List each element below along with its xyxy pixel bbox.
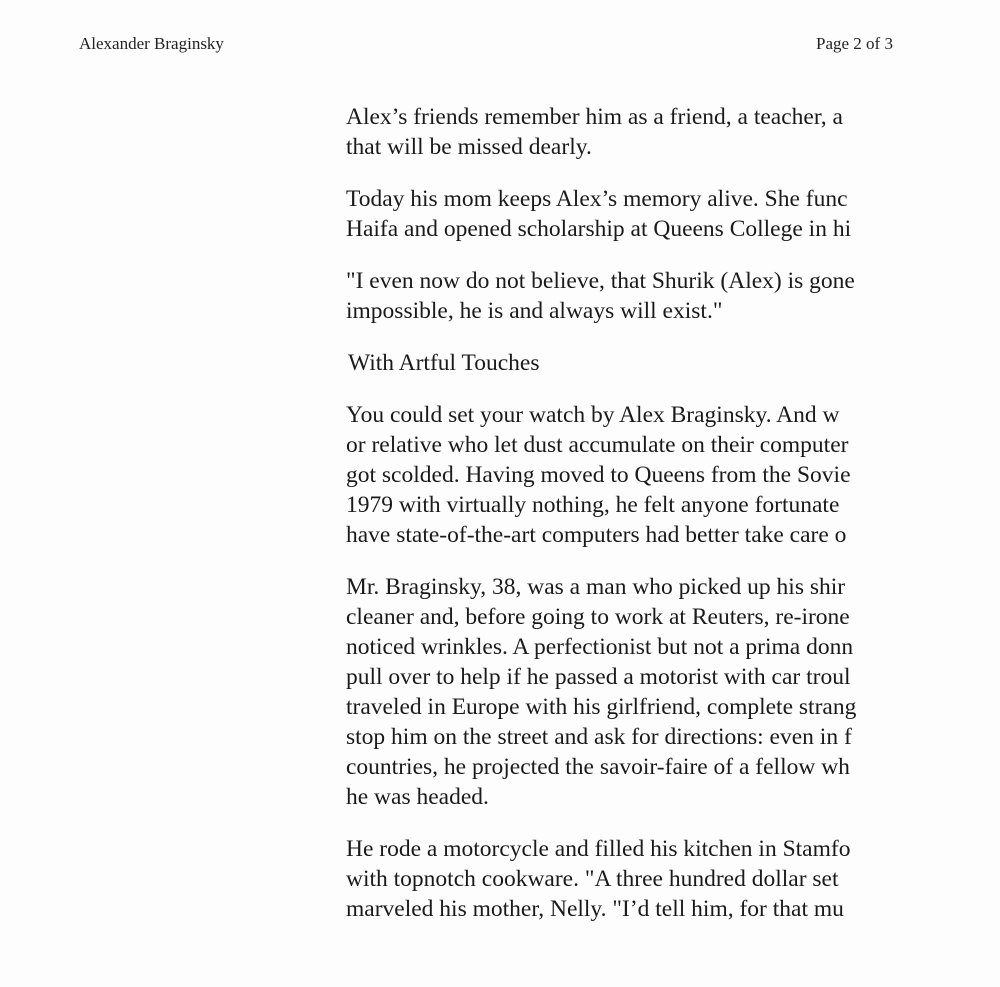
paragraph — [346, 400, 910, 550]
text-line: with topnotch cookware. "A three hundred dollar set — [346, 866, 839, 892]
header-author: Alexander Braginsky — [79, 34, 224, 53]
paragraph — [346, 266, 910, 326]
text-line: You could set your watch by Alex Braginsky. And w — [346, 402, 840, 428]
text-line: impossible, he is and always will exist." — [346, 298, 723, 324]
text-line: countries, he projected the savoir-faire of a fellow wh — [346, 754, 850, 780]
text-line: noticed wrinkles. A perfectionist but not a prima donn — [346, 634, 854, 660]
text-line: "I even now do not believe, that Shurik (Alex) is gone — [346, 268, 855, 294]
text-line: traveled in Europe with his girlfriend, complete strang — [346, 694, 857, 720]
text-line: Alex’s friends remember him as a friend, a teacher, a — [346, 104, 843, 130]
paragraph — [346, 184, 910, 244]
text-line: or relative who let dust accumulate on their computer — [346, 432, 849, 458]
text-line: got scolded. Having moved to Queens from the Sovie — [346, 462, 851, 488]
paragraph — [346, 572, 910, 812]
text-line: marveled his mother, Nelly. "I’d tell him, for that mu — [346, 896, 844, 922]
text-line: cleaner and, before going to work at Reuters, re-irone — [346, 604, 850, 630]
text-line: stop him on the street and ask for directions: even in f — [346, 724, 852, 750]
text-line: he was headed. — [346, 784, 489, 810]
text-line: that will be missed dearly. — [346, 134, 592, 160]
article-body — [346, 102, 910, 922]
paragraph — [346, 102, 910, 162]
text-line: He rode a motorcycle and filled his kitchen in Stamfo — [346, 836, 851, 862]
text-line: Haifa and opened scholarship at Queens College in hi — [346, 216, 852, 242]
text-line: pull over to help if he passed a motorist with car troul — [346, 664, 851, 690]
text-line: 1979 with virtually nothing, he felt anyone fortunate — [346, 492, 840, 518]
section-heading: With Artful Touches — [348, 350, 540, 376]
text-line: Today his mom keeps Alex’s memory alive. She func — [346, 186, 848, 212]
text-line: have state-of-the-art computers had better take care o — [346, 522, 847, 548]
header-page-number: Page 2 of 3 — [816, 34, 893, 53]
paragraph — [346, 834, 910, 924]
text-line: Mr. Braginsky, 38, was a man who picked up his shir — [346, 574, 846, 600]
